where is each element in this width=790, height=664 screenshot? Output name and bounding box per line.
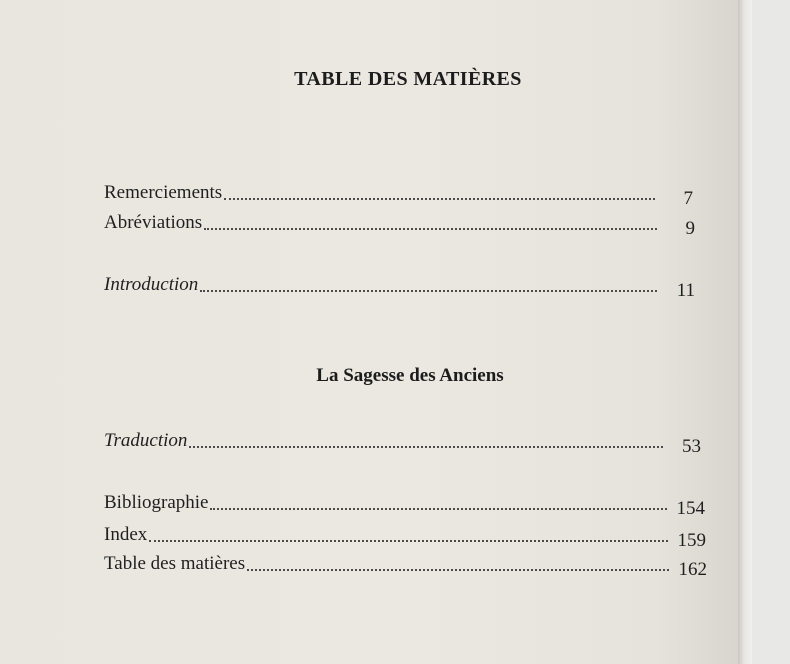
toc-entry-page: 159 (677, 530, 706, 551)
toc-entry-introduction (104, 272, 695, 301)
toc-entry-traduction (104, 428, 701, 457)
dot-leader (149, 540, 668, 542)
toc-entry-label: Traduction (104, 430, 188, 451)
section-title: La Sagesse des Anciens (316, 365, 504, 386)
toc-entry-page: 11 (676, 280, 695, 301)
dot-leader (210, 508, 667, 510)
toc-entry-page: 162 (678, 559, 707, 580)
toc-entry-bibliographie (104, 490, 705, 519)
toc-entry-remerciements (104, 180, 693, 209)
toc-entry-abreviations (104, 210, 695, 239)
dot-leader (200, 290, 657, 292)
toc-entry-label: Table des matières (104, 553, 246, 574)
toc-entry-page: 7 (683, 188, 693, 209)
toc-entry-page: 154 (676, 498, 705, 519)
background-surface (752, 0, 790, 664)
toc-entry-index (104, 522, 706, 551)
dot-leader (247, 569, 669, 571)
toc-entry-page: 9 (685, 218, 695, 239)
dot-leader (189, 446, 663, 448)
page-title: TABLE DES MATIÈRES (294, 68, 522, 90)
toc-entry-label: Index (104, 524, 148, 545)
toc-entry-label: Abréviations (104, 212, 203, 233)
toc-entry-page: 53 (682, 436, 701, 457)
toc-entry-table-des-matieres (104, 551, 707, 580)
toc-entry-label: Introduction (104, 274, 199, 295)
dot-leader (204, 228, 657, 230)
page-edge (738, 0, 752, 664)
toc-entry-label: Remerciements (104, 182, 223, 203)
dot-leader (224, 198, 655, 200)
toc-entry-label: Bibliographie (104, 492, 209, 513)
